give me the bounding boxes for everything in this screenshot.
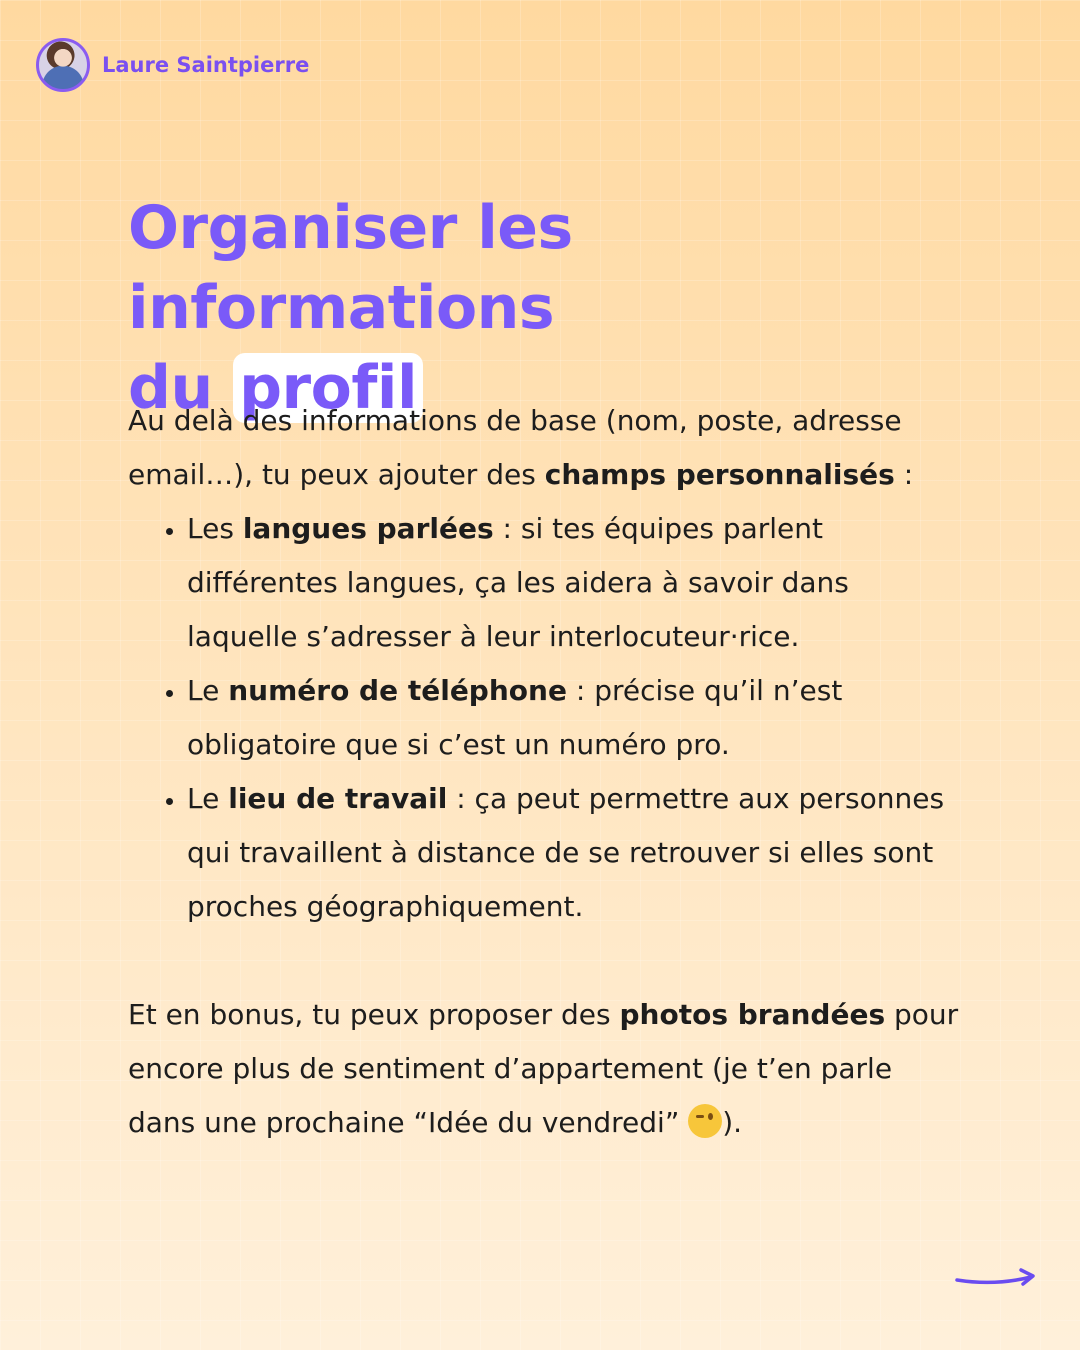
bonus-bold: photos brandées — [619, 998, 886, 1031]
list-item-bold: numéro de téléphone — [228, 674, 567, 707]
avatar — [36, 38, 90, 92]
list-item-prefix: Les — [187, 512, 243, 545]
body-text — [128, 394, 968, 1150]
bonus-text: Et en bonus, tu peux proposer des — [128, 998, 620, 1031]
arrow-right-icon[interactable] — [955, 1266, 1037, 1290]
bonus-text-3: ). — [722, 1106, 743, 1139]
intro-paragraph — [128, 394, 968, 502]
list-item-bold: langues parlées — [242, 512, 494, 545]
title-line-1: Organiser les informations — [128, 193, 573, 343]
winking-face-icon — [688, 1104, 722, 1138]
title-line-2-prefix: du — [128, 353, 213, 423]
list-item-bold: lieu de travail — [228, 782, 448, 815]
custom-fields-list — [128, 502, 968, 934]
list-item — [187, 664, 968, 772]
list-item-prefix: Le — [187, 782, 229, 815]
author-badge — [36, 38, 309, 92]
intro-bold: champs personnalisés — [544, 458, 895, 491]
list-item — [187, 772, 968, 934]
list-item-text: : ça peut permettre aux personnes qui travaillent à distance de se retrouver si elles sont proches géographiquement. — [187, 782, 945, 923]
page-title — [128, 188, 1008, 428]
intro-colon: : — [894, 458, 914, 491]
list-item-prefix: Le — [187, 674, 229, 707]
list-item-text: : précise qu’il n’est obligatoire que si c’est un numéro pro. — [187, 674, 843, 761]
intro-text: Au delà des informations de base (nom, poste, adresse email…), tu peux ajouter des — [128, 404, 902, 491]
author-name: Laure Saintpierre — [102, 53, 310, 77]
title-highlight: profil — [233, 353, 423, 423]
bonus-paragraph — [128, 988, 968, 1150]
bonus-text-2: pour encore plus de sentiment d’appartement (je t’en parle dans une prochaine “Idée du vendredi” — [128, 998, 959, 1139]
list-item-text: : si tes équipes parlent différentes langues, ça les aidera à savoir dans laquelle s’adresser à leur interlocuteur·rice. — [187, 512, 849, 653]
list-item — [187, 502, 968, 664]
